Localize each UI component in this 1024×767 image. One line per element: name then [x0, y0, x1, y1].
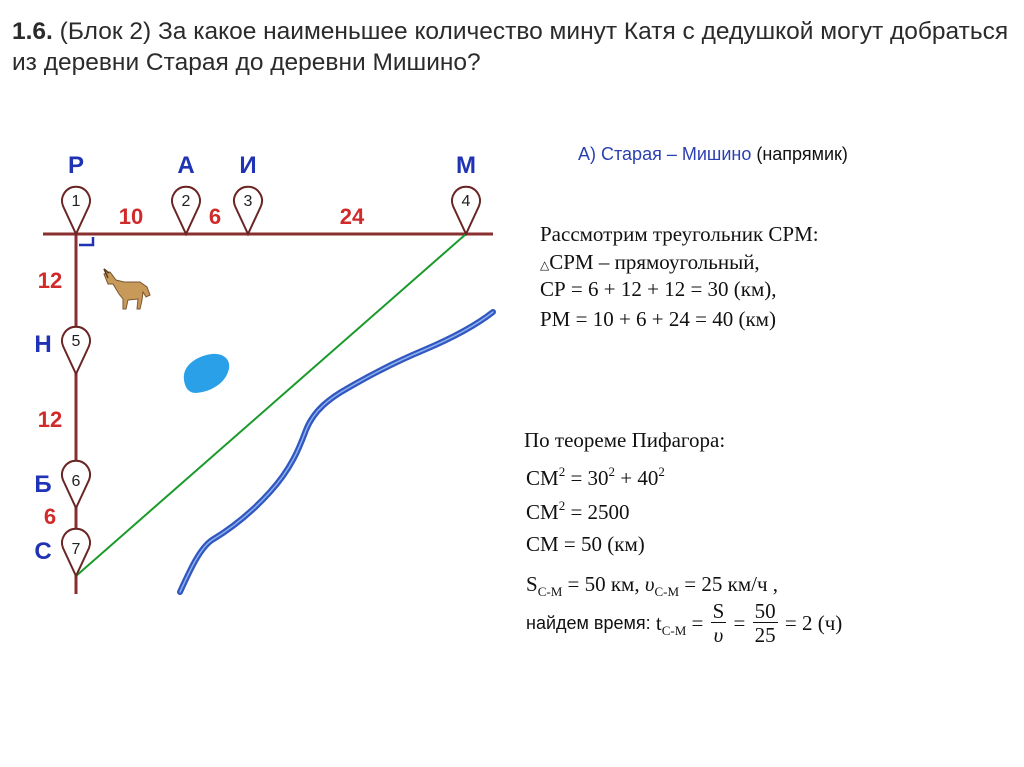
fraction-s-over-v: $\frac{S}{\upsilon}$	[712, 599, 725, 647]
svg-text:6: 6	[71, 473, 81, 490]
distance-n-b: 12	[37, 407, 63, 432]
problem-number: 1.6.	[12, 18, 53, 45]
svg-text:4: 4	[461, 193, 471, 210]
river-icon	[180, 312, 493, 592]
pin-7	[62, 529, 90, 576]
case-a-label: А) Старая – Мишино	[578, 144, 752, 164]
case-a-heading	[578, 144, 848, 165]
pythagoras-heading: По теореме Пифагора:	[524, 428, 726, 452]
distance-a-i: 6	[208, 204, 222, 229]
svg-text:5: 5	[71, 333, 81, 350]
distance-r-n: 12	[37, 268, 63, 293]
pin-2	[172, 187, 200, 234]
pin-6	[62, 461, 90, 508]
cp-equation: СР = 6 + 12 + 12 = 30 (км),	[540, 277, 777, 301]
village-letter-i: И	[239, 152, 257, 179]
svg-text:2: 2	[181, 193, 191, 210]
pin-4	[452, 187, 480, 234]
route-map	[0, 0, 500, 767]
fraction-50-over-25: $\frac{50}{25}$	[754, 599, 776, 647]
pin-3	[234, 187, 262, 234]
distance-b-s: 6	[43, 504, 57, 529]
right-angle-marker	[79, 237, 93, 245]
consider-text: Рассмотрим треугольник СРМ:	[540, 222, 819, 246]
horse-icon	[104, 269, 150, 309]
problem-text: (Блок 2) За какое наименьшее количество минут Катя с дедушкой могут добраться из деревни Старая до деревни Мишино?	[12, 18, 1009, 76]
triangle-symbol: △	[540, 258, 550, 272]
svg-text:1: 1	[71, 193, 81, 210]
case-a-note: (напрямик)	[751, 144, 848, 164]
distance-i-m: 24	[339, 204, 365, 229]
lake-icon	[184, 354, 229, 393]
svg-text:7: 7	[71, 541, 81, 558]
triangle-text: СРМ – прямоугольный,	[549, 250, 760, 274]
distance-speed-line: $S_{С-М} = 50$ км, $\upsilon_{С-М} = 25$ км/ч ,	[526, 572, 779, 599]
svg-text:3: 3	[243, 193, 253, 210]
pm-equation: РМ = 10 + 6 + 24 = 40 (км)	[540, 307, 776, 331]
triangle-line	[540, 250, 760, 275]
pin-1	[62, 187, 90, 234]
cm-squared-value: $СМ^2 = 2500$	[526, 498, 630, 524]
pin-5	[62, 327, 90, 374]
cm-squared-equation: $СМ^2 = 30^2 + 40^2$	[526, 464, 665, 490]
village-letter-b: Б	[34, 471, 52, 498]
village-letter-n: Н	[34, 331, 52, 358]
village-letter-s: С	[34, 538, 52, 565]
time-equation: найдем время: $t_{С-М}$ = $\frac{S}{\upsilon}$ = $\frac{50}{25}$ = 2 (ч)	[526, 599, 843, 647]
distance-r-a: 10	[118, 204, 144, 229]
cm-value: СМ = 50 (км)	[526, 532, 645, 556]
village-letter-a: А	[177, 152, 195, 179]
village-letter-r: Р	[67, 152, 85, 179]
village-letter-m: М	[456, 152, 476, 179]
